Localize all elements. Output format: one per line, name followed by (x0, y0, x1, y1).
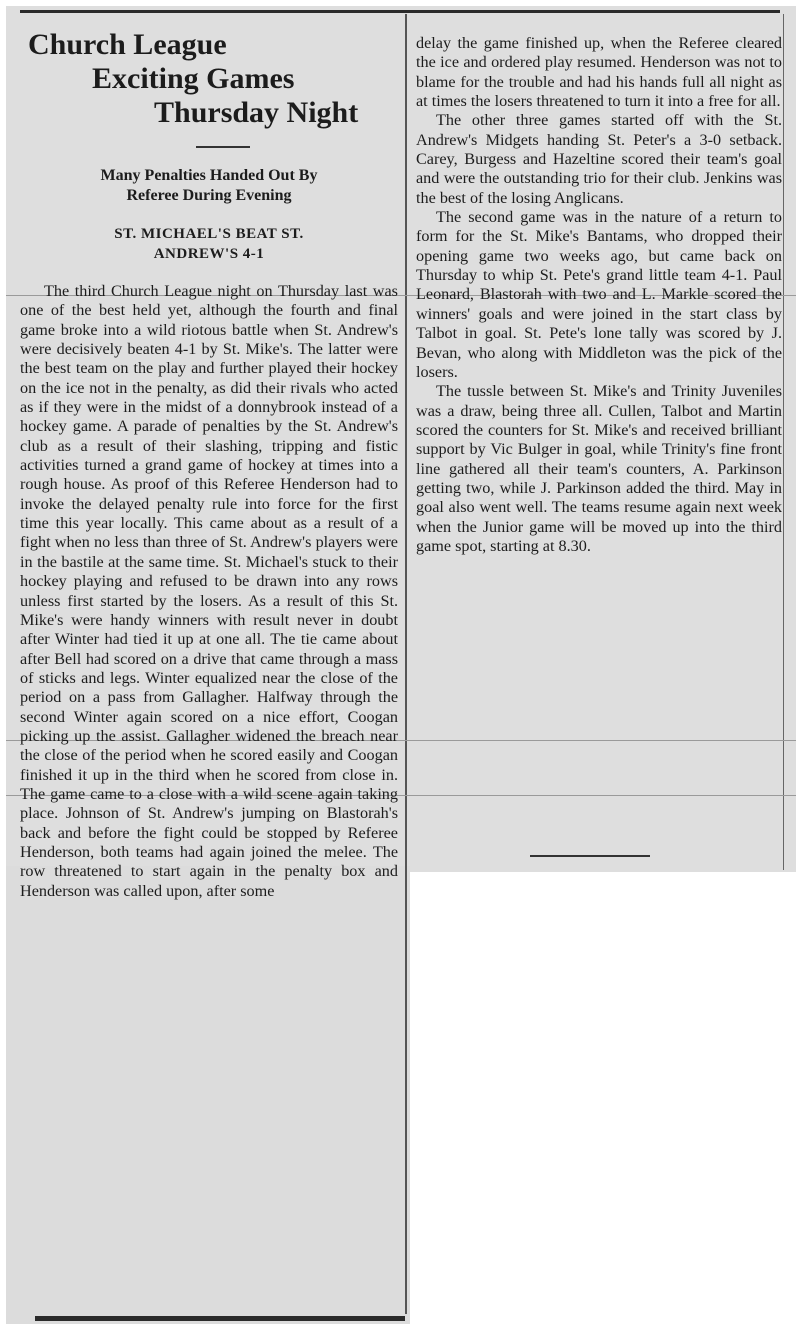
paper-bottom-left-region (6, 866, 410, 1324)
left-column (20, 28, 398, 901)
article-paragraph: The second game was in the nature of a return to form for the St. Mike's Bantams, who dropped their opening game two weeks ago, but came back on Thursday to whip St. Pete's grand little team 4-1. Paul Leonard, Blastorah with two and L. Markle scored the winners' goals and were joined in the start class by Talbot in goal. St. Pete's lone tally was scored by J. Bevan, who along with Middleton was the pick of the losers. (416, 208, 782, 381)
article-paragraph: The third Church League night on Thursday last was one of the best held yet, although the fourth and final game broke into a wild riotous battle when St. Andrew's were decisively beaten 4-1 by St. Mike's. The latter were the best team on the play and further played their hockey on the ice not in the penalty, as did their rivals who acted as if they were in the midst of a donnybrook instead of a hockey game. A parade of penalties by the St. Andrew's club as a result of their slashing, tripping and fistic activities turned a grand game of hockey at times into a rough house. As proof of this Referee Henderson had to invoke the delayed penalty rule into force for the first time this year locally. This came about as a result of a fight when no less than three of St. Andrew's players were in the bastile at the same time. St. Michael's stuck to their hockey playing and refused to be drawn into any rows unless first started by the losers. As a result of this St. Mike's were handy winners with result never in doubt after Winter had tied it up at one all. The tie came about after Bell had scored on a drive that came through a mass of sticks and legs. Winter equalized near the close of the period on a pass from Gallagher. Halfway through the second Winter again scored on a nice effort, Coogan picking up the assist. Gallagher widened the breach near the close of the period when he scored easily and Coogan finished it up in the third when he scored from close in. The game came to a close with a wild scene again taking place. Johnson of St. Andrew's jumping on Blastorah's back and before the fight could be stopped by Referee Henderson, both teams had again joined the melee. The row threatened to start again in the penalty box and Henderson was called upon, after some (20, 282, 398, 900)
column-divider (405, 14, 407, 1314)
right-column (416, 34, 782, 556)
headline-line-2: Exciting Games (92, 62, 295, 95)
article-paragraph: The tussle between St. Mike's and Trinity Juveniles was a draw, being three all. Cullen, Talbot and Martin scored the counters for St. Mike's and received brilliant support by Vic Bulger in goal, while Trinity's fine front line gathered all their team's counters, A. Parkinson getting two, while J. Parkinson added the third. May in goal also went well. The teams resume again next week when the Junior game will be moved up into the third game spot, starting at 8.30. (416, 382, 782, 555)
headline-line-3: Thursday Night (154, 96, 359, 129)
article-paragraph: The other three games started off with the St. Andrew's Midgets handing St. Peter's a 3-0 setback. Carey, Burgess and Hazeltine scored their team's goal and were the outstanding trio for their club. Jenkins was the best of the losing Anglicans. (416, 111, 782, 207)
adjacent-column-edge (783, 14, 784, 870)
bottom-rule (35, 1316, 405, 1321)
headline-line-1: Church League (28, 28, 227, 61)
top-rule (20, 10, 780, 13)
end-of-article-rule (530, 855, 650, 857)
headline-dash (196, 146, 250, 148)
secondary-subheadline: ST. MICHAEL'S BEAT ST. ANDREW'S 4-1 (114, 226, 304, 262)
headline (20, 28, 398, 130)
subheadline: Many Penalties Handed Out By Referee During Evening (100, 167, 318, 204)
article-paragraph: delay the game finished up, when the Referee cleared the ice and ordered play resumed. Henderson was not to blame for the trouble and had his hands full all night as at times the losers threatened to turn it into a free for all. (416, 34, 782, 111)
